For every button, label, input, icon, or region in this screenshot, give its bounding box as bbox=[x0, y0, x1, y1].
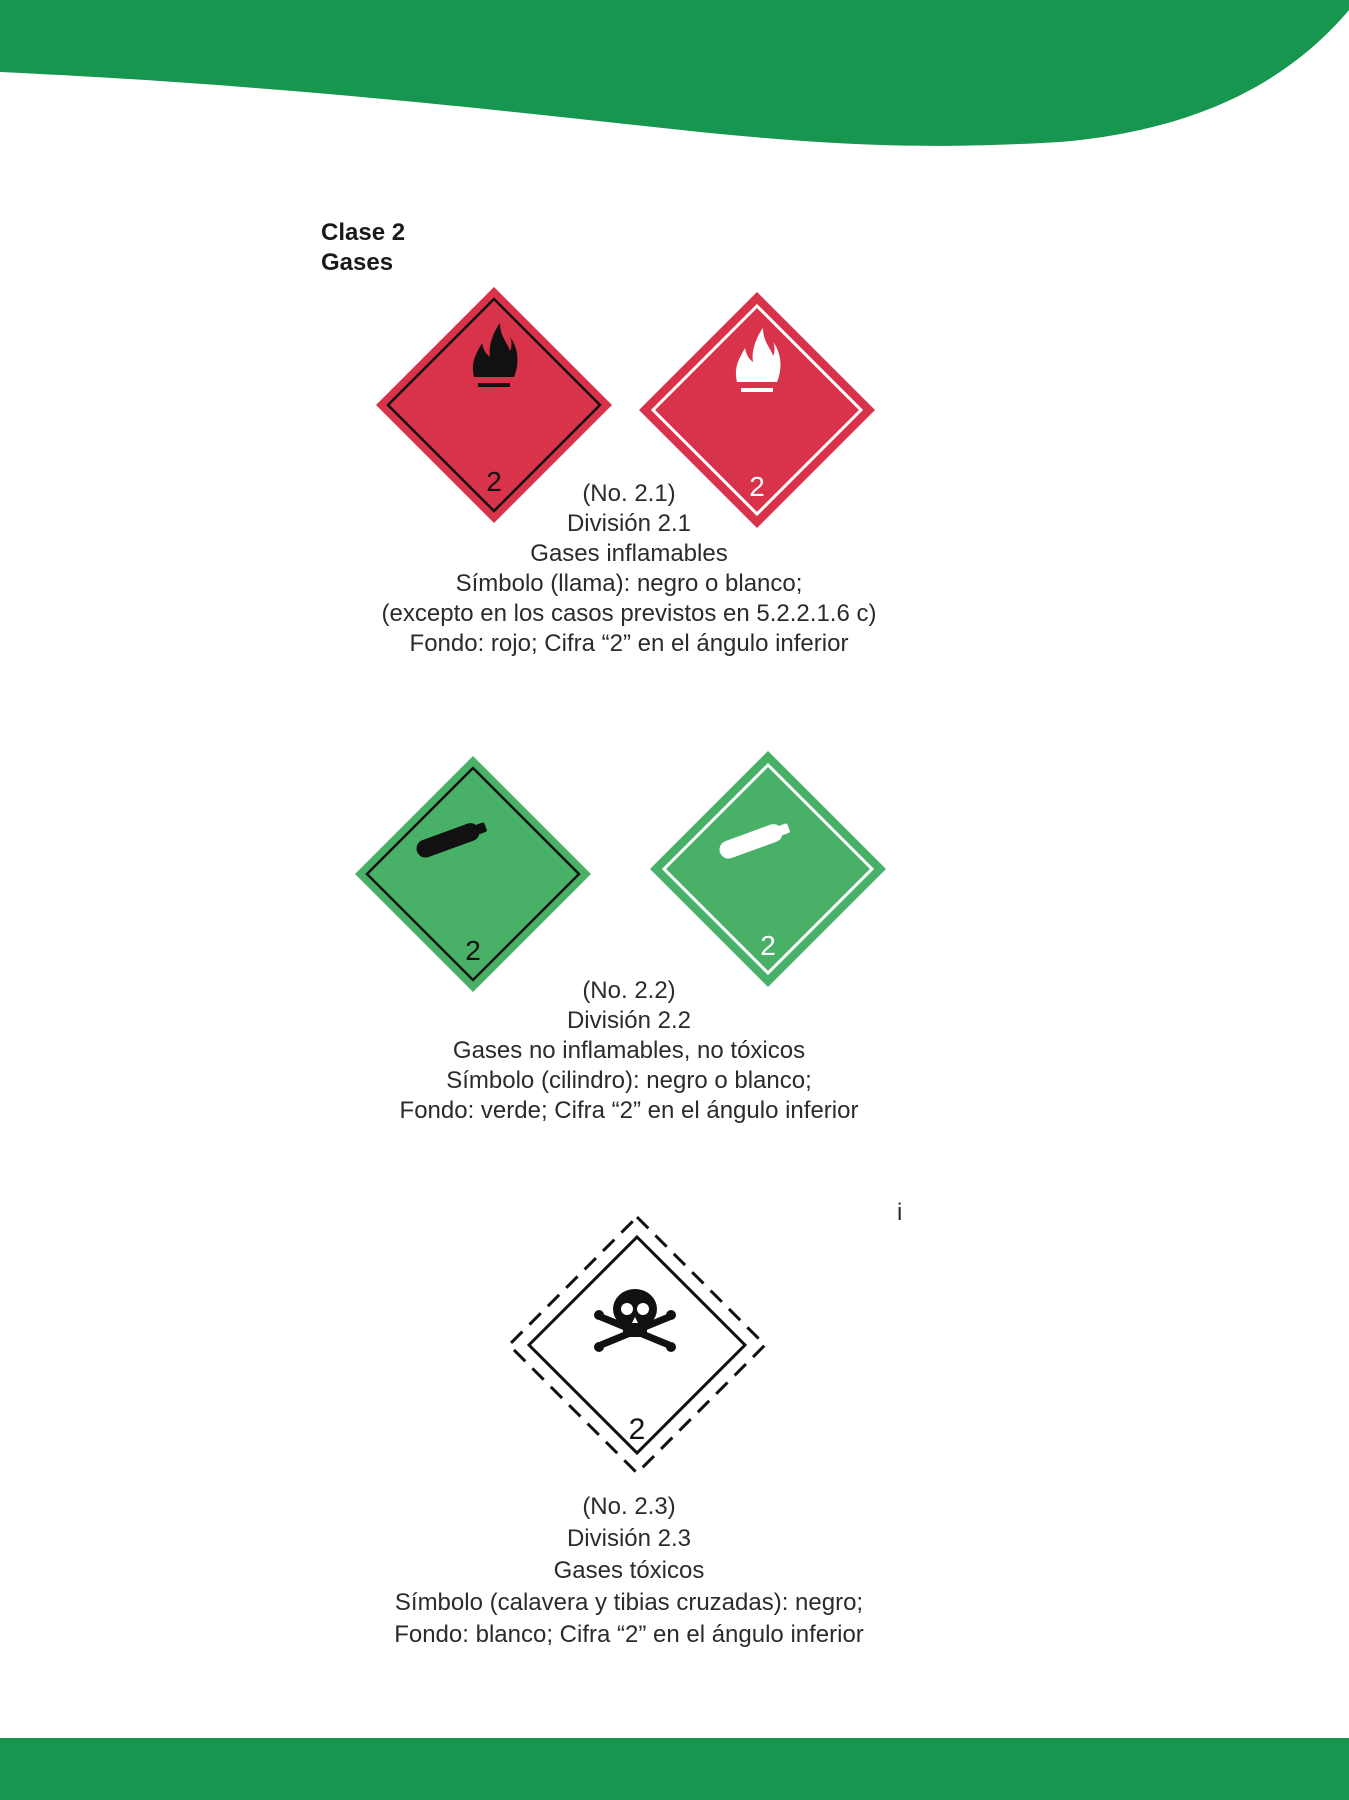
caption-division-2-1 bbox=[279, 479, 979, 659]
division-name: Gases no inflamables, no tóxicos bbox=[452, 1037, 806, 1064]
placard-number: 2 bbox=[486, 466, 502, 497]
division-number-label: (No. 2.2) bbox=[582, 977, 676, 1004]
division-name: Gases inflamables bbox=[530, 540, 728, 567]
placard-number: 2 bbox=[465, 935, 481, 966]
heading-category: Gases bbox=[321, 249, 394, 276]
exception-note: (excepto en los casos previstos en 5.2.2.1.6 c) bbox=[381, 600, 877, 627]
symbol-description: Símbolo (llama): negro o blanco; bbox=[455, 570, 803, 597]
symbol-description: Símbolo (calavera y tibias cruzadas): negro; bbox=[394, 1589, 864, 1616]
background-description: Fondo: rojo; Cifra “2” en el ángulo inferior bbox=[409, 630, 849, 657]
caption-division-2-3 bbox=[279, 1491, 979, 1651]
placard-2-2-black-symbol bbox=[353, 754, 593, 994]
placard-2-2-white-symbol bbox=[648, 749, 888, 989]
bottom-banner bbox=[0, 1738, 1349, 1800]
background-description: Fondo: verde; Cifra “2” en el ángulo inferior bbox=[399, 1097, 859, 1124]
caption-division-2-2 bbox=[279, 976, 979, 1126]
placard-2-3 bbox=[507, 1215, 767, 1475]
placard-number: 2 bbox=[749, 471, 765, 502]
division-label: División 2.1 bbox=[566, 510, 692, 537]
division-label: División 2.3 bbox=[566, 1525, 692, 1552]
division-name: Gases tóxicos bbox=[553, 1557, 705, 1584]
stray-mark: i bbox=[897, 1199, 903, 1226]
placard-number: 2 bbox=[628, 1413, 646, 1446]
division-number-label: (No. 2.1) bbox=[582, 480, 676, 507]
placard-number: 2 bbox=[760, 930, 776, 961]
background-description: Fondo: blanco; Cifra “2” en el ángulo inferior bbox=[394, 1621, 864, 1648]
division-number-label: (No. 2.3) bbox=[582, 1493, 676, 1520]
top-banner bbox=[0, 0, 1349, 150]
symbol-description: Símbolo (cilindro): negro o blanco; bbox=[446, 1067, 812, 1094]
heading-class: Clase 2 bbox=[321, 219, 406, 246]
section-heading bbox=[321, 218, 405, 278]
division-label: División 2.2 bbox=[566, 1007, 692, 1034]
